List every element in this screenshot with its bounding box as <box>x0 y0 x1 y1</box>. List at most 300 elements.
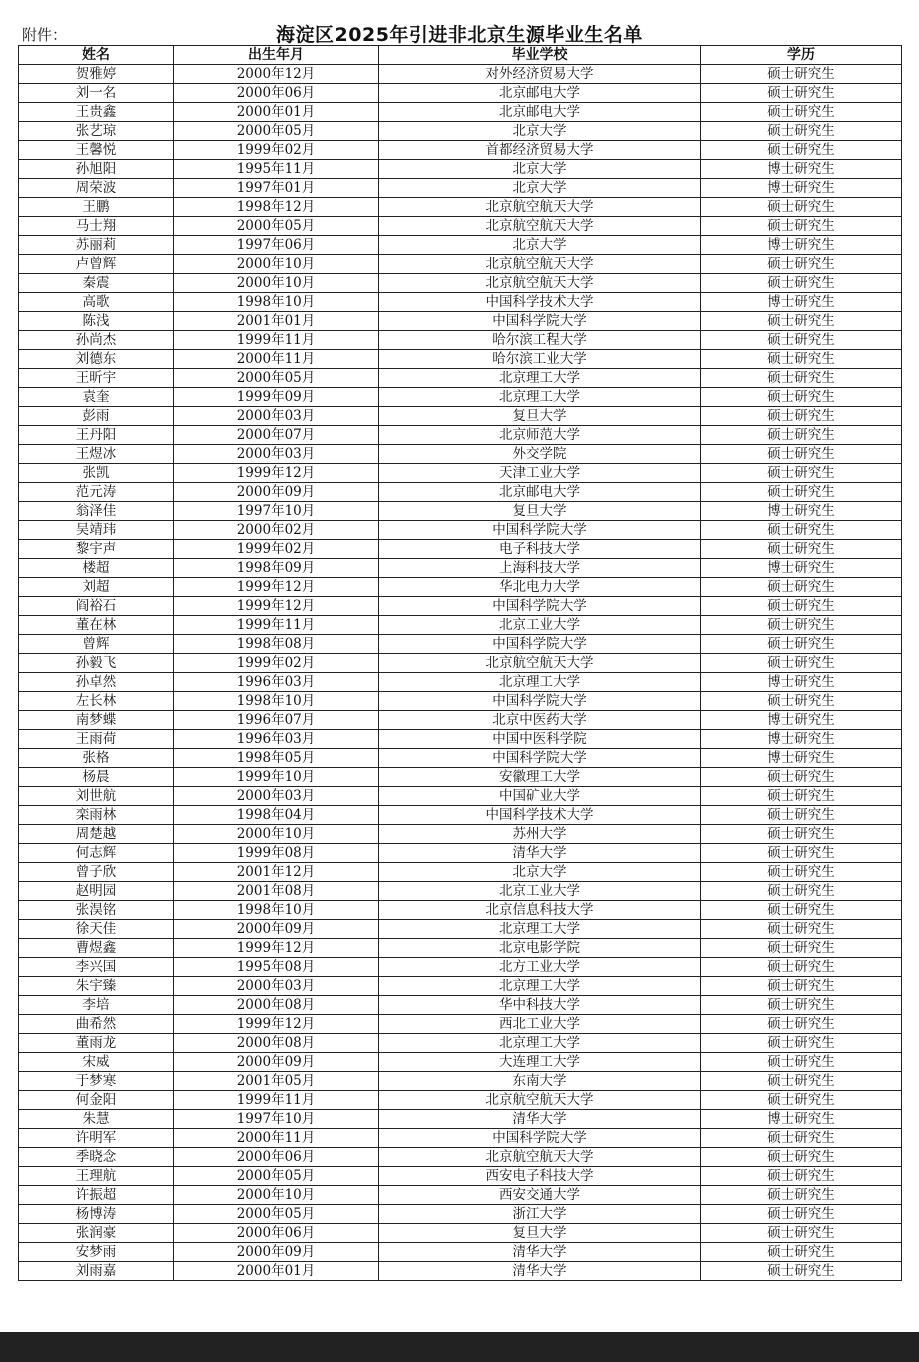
cell-birth-date: 2000年08月 <box>174 1034 379 1053</box>
cell-degree: 硕士研究生 <box>701 1129 902 1148</box>
cell-degree: 硕士研究生 <box>701 331 902 350</box>
cell-school: 中国科学院大学 <box>379 597 701 616</box>
cell-birth-date: 1995年08月 <box>174 958 379 977</box>
cell-degree: 博士研究生 <box>701 502 902 521</box>
table-row <box>19 84 902 103</box>
cell-name: 张格 <box>19 749 174 768</box>
cell-school: 北京邮电大学 <box>379 84 701 103</box>
cell-school: 华北电力大学 <box>379 578 701 597</box>
table-row <box>19 1205 902 1224</box>
cell-birth-date: 2000年05月 <box>174 217 379 236</box>
cell-degree: 博士研究生 <box>701 673 902 692</box>
table-body <box>19 65 902 1281</box>
table-row <box>19 1262 902 1281</box>
cell-school: 北京大学 <box>379 236 701 255</box>
cell-name: 袁奎 <box>19 388 174 407</box>
table-row <box>19 407 902 426</box>
header-birth-date: 出生年月 <box>174 46 379 65</box>
cell-degree: 硕士研究生 <box>701 274 902 293</box>
cell-degree: 硕士研究生 <box>701 103 902 122</box>
cell-degree: 硕士研究生 <box>701 977 902 996</box>
cell-degree: 硕士研究生 <box>701 597 902 616</box>
cell-name: 于梦寒 <box>19 1072 174 1091</box>
cell-birth-date: 1996年03月 <box>174 673 379 692</box>
cell-birth-date: 2000年09月 <box>174 920 379 939</box>
cell-birth-date: 1997年10月 <box>174 502 379 521</box>
table-row <box>19 635 902 654</box>
cell-name: 阎裕石 <box>19 597 174 616</box>
cell-birth-date: 2000年06月 <box>174 1224 379 1243</box>
cell-degree: 硕士研究生 <box>701 1053 902 1072</box>
cell-school: 北京邮电大学 <box>379 483 701 502</box>
cell-school: 北京理工大学 <box>379 388 701 407</box>
cell-school: 电子科技大学 <box>379 540 701 559</box>
cell-name: 张淏铭 <box>19 901 174 920</box>
cell-degree: 硕士研究生 <box>701 996 902 1015</box>
cell-degree: 硕士研究生 <box>701 787 902 806</box>
cell-birth-date: 1999年12月 <box>174 578 379 597</box>
cell-degree: 博士研究生 <box>701 559 902 578</box>
cell-name: 刘世航 <box>19 787 174 806</box>
table-row <box>19 502 902 521</box>
cell-name: 左长林 <box>19 692 174 711</box>
cell-birth-date: 2000年05月 <box>174 369 379 388</box>
cell-birth-date: 1998年10月 <box>174 692 379 711</box>
cell-school: 北京大学 <box>379 160 701 179</box>
cell-degree: 硕士研究生 <box>701 141 902 160</box>
cell-name: 陈浅 <box>19 312 174 331</box>
cell-degree: 硕士研究生 <box>701 1167 902 1186</box>
cell-name: 许振超 <box>19 1186 174 1205</box>
attachment-label: 附件： <box>22 26 68 44</box>
table-row <box>19 445 902 464</box>
table-row <box>19 540 902 559</box>
table-row <box>19 958 902 977</box>
cell-birth-date: 2000年09月 <box>174 483 379 502</box>
cell-school: 北京大学 <box>379 179 701 198</box>
cell-degree: 硕士研究生 <box>701 882 902 901</box>
table-row <box>19 236 902 255</box>
cell-school: 中国科学院大学 <box>379 521 701 540</box>
cell-school: 北京航空航天大学 <box>379 1148 701 1167</box>
cell-birth-date: 2000年03月 <box>174 787 379 806</box>
table-row <box>19 1091 902 1110</box>
cell-name: 杨晨 <box>19 768 174 787</box>
table-row <box>19 1053 902 1072</box>
cell-birth-date: 1998年05月 <box>174 749 379 768</box>
cell-name: 王雨荷 <box>19 730 174 749</box>
cell-name: 杨博涛 <box>19 1205 174 1224</box>
table-row <box>19 844 902 863</box>
cell-school: 苏州大学 <box>379 825 701 844</box>
table-row <box>19 274 902 293</box>
cell-birth-date: 1999年10月 <box>174 768 379 787</box>
cell-school: 北京航空航天大学 <box>379 1091 701 1110</box>
cell-birth-date: 1997年10月 <box>174 1110 379 1129</box>
cell-school: 东南大学 <box>379 1072 701 1091</box>
cell-birth-date: 2000年09月 <box>174 1053 379 1072</box>
cell-name: 李兴国 <box>19 958 174 977</box>
cell-birth-date: 1999年12月 <box>174 464 379 483</box>
table-row <box>19 388 902 407</box>
cell-school: 中国科学院大学 <box>379 312 701 331</box>
cell-school: 复旦大学 <box>379 1224 701 1243</box>
cell-school: 外交学院 <box>379 445 701 464</box>
table-row <box>19 597 902 616</box>
cell-birth-date: 2000年05月 <box>174 1167 379 1186</box>
table-row <box>19 787 902 806</box>
cell-name: 南梦蝶 <box>19 711 174 730</box>
header-degree: 学历 <box>701 46 902 65</box>
cell-degree: 硕士研究生 <box>701 369 902 388</box>
cell-school: 中国科学院大学 <box>379 635 701 654</box>
cell-birth-date: 2000年05月 <box>174 1205 379 1224</box>
cell-birth-date: 2000年09月 <box>174 1243 379 1262</box>
table-row <box>19 312 902 331</box>
cell-name: 宋威 <box>19 1053 174 1072</box>
cell-school: 中国中医科学院 <box>379 730 701 749</box>
cell-name: 秦震 <box>19 274 174 293</box>
cell-name: 翁泽佳 <box>19 502 174 521</box>
cell-school: 北京理工大学 <box>379 369 701 388</box>
cell-degree: 硕士研究生 <box>701 901 902 920</box>
cell-birth-date: 2000年11月 <box>174 1129 379 1148</box>
cell-school: 北京航空航天大学 <box>379 255 701 274</box>
cell-birth-date: 1998年10月 <box>174 293 379 312</box>
table-row <box>19 901 902 920</box>
cell-school: 中国科学技术大学 <box>379 293 701 312</box>
cell-degree: 博士研究生 <box>701 160 902 179</box>
cell-name: 刘超 <box>19 578 174 597</box>
cell-name: 楼超 <box>19 559 174 578</box>
cell-degree: 硕士研究生 <box>701 1015 902 1034</box>
cell-degree: 硕士研究生 <box>701 939 902 958</box>
table-row <box>19 1167 902 1186</box>
cell-degree: 博士研究生 <box>701 293 902 312</box>
cell-birth-date: 1999年11月 <box>174 616 379 635</box>
cell-school: 上海科技大学 <box>379 559 701 578</box>
cell-school: 清华大学 <box>379 1243 701 1262</box>
cell-degree: 博士研究生 <box>701 711 902 730</box>
graduates-table <box>18 45 902 1281</box>
cell-birth-date: 1998年04月 <box>174 806 379 825</box>
cell-degree: 硕士研究生 <box>701 426 902 445</box>
cell-name: 王馨悦 <box>19 141 174 160</box>
cell-degree: 硕士研究生 <box>701 198 902 217</box>
cell-name: 刘雨嘉 <box>19 1262 174 1281</box>
table-row <box>19 863 902 882</box>
cell-birth-date: 1999年02月 <box>174 540 379 559</box>
cell-birth-date: 2000年10月 <box>174 1186 379 1205</box>
table-row <box>19 1148 902 1167</box>
cell-degree: 博士研究生 <box>701 1110 902 1129</box>
cell-name: 刘一名 <box>19 84 174 103</box>
cell-degree: 硕士研究生 <box>701 255 902 274</box>
cell-degree: 博士研究生 <box>701 749 902 768</box>
cell-name: 黎宇声 <box>19 540 174 559</box>
cell-birth-date: 1998年08月 <box>174 635 379 654</box>
table-row <box>19 350 902 369</box>
cell-name: 王昕宇 <box>19 369 174 388</box>
cell-degree: 硕士研究生 <box>701 844 902 863</box>
cell-birth-date: 1999年09月 <box>174 388 379 407</box>
cell-name: 徐天佳 <box>19 920 174 939</box>
cell-name: 赵明园 <box>19 882 174 901</box>
cell-birth-date: 1999年12月 <box>174 939 379 958</box>
cell-degree: 硕士研究生 <box>701 1205 902 1224</box>
table-row <box>19 559 902 578</box>
cell-degree: 硕士研究生 <box>701 958 902 977</box>
table-row <box>19 996 902 1015</box>
cell-birth-date: 2000年03月 <box>174 407 379 426</box>
cell-degree: 博士研究生 <box>701 730 902 749</box>
cell-degree: 硕士研究生 <box>701 863 902 882</box>
header-name: 姓名 <box>19 46 174 65</box>
cell-name: 刘德东 <box>19 350 174 369</box>
cell-name: 高歌 <box>19 293 174 312</box>
cell-name: 张凯 <box>19 464 174 483</box>
cell-school: 中国科学院大学 <box>379 692 701 711</box>
cell-birth-date: 1999年12月 <box>174 1015 379 1034</box>
cell-birth-date: 2000年05月 <box>174 122 379 141</box>
cell-birth-date: 2000年10月 <box>174 255 379 274</box>
cell-name: 孙旭阳 <box>19 160 174 179</box>
cell-birth-date: 2001年12月 <box>174 863 379 882</box>
cell-school: 首都经济贸易大学 <box>379 141 701 160</box>
cell-birth-date: 2000年12月 <box>174 65 379 84</box>
cell-degree: 硕士研究生 <box>701 1072 902 1091</box>
cell-degree: 硕士研究生 <box>701 65 902 84</box>
table-row <box>19 122 902 141</box>
cell-birth-date: 1999年11月 <box>174 331 379 350</box>
bottom-bar <box>0 1332 919 1362</box>
cell-school: 清华大学 <box>379 1262 701 1281</box>
table-row <box>19 654 902 673</box>
cell-birth-date: 2001年01月 <box>174 312 379 331</box>
table-row <box>19 103 902 122</box>
cell-birth-date: 1995年11月 <box>174 160 379 179</box>
table-row <box>19 730 902 749</box>
cell-birth-date: 2000年06月 <box>174 84 379 103</box>
table-row <box>19 426 902 445</box>
cell-degree: 硕士研究生 <box>701 578 902 597</box>
table-row <box>19 616 902 635</box>
cell-name: 董雨龙 <box>19 1034 174 1053</box>
cell-name: 孙毅飞 <box>19 654 174 673</box>
cell-birth-date: 2000年07月 <box>174 426 379 445</box>
cell-birth-date: 2001年08月 <box>174 882 379 901</box>
table-row <box>19 768 902 787</box>
cell-name: 孙卓然 <box>19 673 174 692</box>
cell-name: 何志辉 <box>19 844 174 863</box>
cell-name: 孙尚杰 <box>19 331 174 350</box>
cell-school: 对外经济贸易大学 <box>379 65 701 84</box>
cell-name: 安梦雨 <box>19 1243 174 1262</box>
table-row <box>19 464 902 483</box>
cell-name: 许明军 <box>19 1129 174 1148</box>
cell-birth-date: 1998年12月 <box>174 198 379 217</box>
cell-degree: 硕士研究生 <box>701 1262 902 1281</box>
table-row <box>19 673 902 692</box>
cell-birth-date: 1997年06月 <box>174 236 379 255</box>
cell-name: 卢曾辉 <box>19 255 174 274</box>
table-row <box>19 749 902 768</box>
cell-school: 浙江大学 <box>379 1205 701 1224</box>
table-row <box>19 483 902 502</box>
cell-degree: 硕士研究生 <box>701 768 902 787</box>
cell-birth-date: 1998年10月 <box>174 901 379 920</box>
cell-name: 马士翔 <box>19 217 174 236</box>
cell-birth-date: 1999年11月 <box>174 1091 379 1110</box>
cell-school: 西北工业大学 <box>379 1015 701 1034</box>
cell-name: 周荣波 <box>19 179 174 198</box>
cell-school: 北京中医药大学 <box>379 711 701 730</box>
cell-degree: 硕士研究生 <box>701 635 902 654</box>
table-row <box>19 939 902 958</box>
cell-degree: 硕士研究生 <box>701 521 902 540</box>
cell-name: 朱宇臻 <box>19 977 174 996</box>
cell-school: 哈尔滨工程大学 <box>379 331 701 350</box>
table-row <box>19 1224 902 1243</box>
table-row <box>19 198 902 217</box>
cell-degree: 硕士研究生 <box>701 806 902 825</box>
cell-name: 曾辉 <box>19 635 174 654</box>
cell-birth-date: 2000年03月 <box>174 977 379 996</box>
cell-name: 王鹏 <box>19 198 174 217</box>
cell-degree: 硕士研究生 <box>701 122 902 141</box>
cell-school: 复旦大学 <box>379 502 701 521</box>
cell-school: 北京大学 <box>379 863 701 882</box>
cell-degree: 硕士研究生 <box>701 692 902 711</box>
cell-school: 北方工业大学 <box>379 958 701 977</box>
cell-school: 北京师范大学 <box>379 426 701 445</box>
cell-degree: 硕士研究生 <box>701 84 902 103</box>
cell-degree: 硕士研究生 <box>701 483 902 502</box>
cell-school: 北京理工大学 <box>379 673 701 692</box>
table-row <box>19 179 902 198</box>
cell-school: 北京工业大学 <box>379 882 701 901</box>
cell-school: 北京理工大学 <box>379 977 701 996</box>
cell-birth-date: 2000年06月 <box>174 1148 379 1167</box>
document-title: 海淀区2025年引进非北京生源毕业生名单 <box>276 24 643 46</box>
cell-school: 哈尔滨工业大学 <box>379 350 701 369</box>
cell-school: 北京信息科技大学 <box>379 901 701 920</box>
table-row <box>19 521 902 540</box>
cell-name: 范元涛 <box>19 483 174 502</box>
cell-school: 北京航空航天大学 <box>379 274 701 293</box>
table-row <box>19 711 902 730</box>
cell-birth-date: 2001年05月 <box>174 1072 379 1091</box>
table-row <box>19 1186 902 1205</box>
cell-name: 王煜冰 <box>19 445 174 464</box>
cell-degree: 硕士研究生 <box>701 540 902 559</box>
cell-name: 曲希然 <box>19 1015 174 1034</box>
table-row <box>19 578 902 597</box>
cell-name: 王贵鑫 <box>19 103 174 122</box>
cell-name: 李培 <box>19 996 174 1015</box>
cell-name: 朱慧 <box>19 1110 174 1129</box>
header-school: 毕业学校 <box>379 46 701 65</box>
table-row <box>19 331 902 350</box>
cell-name: 王丹阳 <box>19 426 174 445</box>
cell-degree: 硕士研究生 <box>701 1243 902 1262</box>
cell-birth-date: 2000年02月 <box>174 521 379 540</box>
cell-birth-date: 2000年10月 <box>174 274 379 293</box>
table-row <box>19 692 902 711</box>
table-row <box>19 920 902 939</box>
cell-school: 西安电子科技大学 <box>379 1167 701 1186</box>
cell-degree: 硕士研究生 <box>701 920 902 939</box>
cell-school: 复旦大学 <box>379 407 701 426</box>
cell-birth-date: 2000年08月 <box>174 996 379 1015</box>
cell-name: 张艺琼 <box>19 122 174 141</box>
cell-school: 北京邮电大学 <box>379 103 701 122</box>
cell-school: 北京航空航天大学 <box>379 654 701 673</box>
cell-name: 栾雨林 <box>19 806 174 825</box>
cell-birth-date: 1997年01月 <box>174 179 379 198</box>
cell-school: 天津工业大学 <box>379 464 701 483</box>
cell-name: 周楚越 <box>19 825 174 844</box>
cell-birth-date: 1998年09月 <box>174 559 379 578</box>
cell-degree: 博士研究生 <box>701 179 902 198</box>
table-row <box>19 1110 902 1129</box>
cell-degree: 硕士研究生 <box>701 616 902 635</box>
table-row <box>19 65 902 84</box>
cell-school: 清华大学 <box>379 1110 701 1129</box>
cell-degree: 硕士研究生 <box>701 217 902 236</box>
table-header-row <box>19 46 902 65</box>
cell-degree: 硕士研究生 <box>701 1091 902 1110</box>
cell-degree: 硕士研究生 <box>701 1224 902 1243</box>
cell-degree: 硕士研究生 <box>701 1034 902 1053</box>
cell-school: 中国科学院大学 <box>379 749 701 768</box>
cell-name: 贺雅婷 <box>19 65 174 84</box>
table-row <box>19 1015 902 1034</box>
cell-school: 清华大学 <box>379 844 701 863</box>
cell-degree: 硕士研究生 <box>701 464 902 483</box>
table-row <box>19 825 902 844</box>
table-row <box>19 160 902 179</box>
cell-name: 何金阳 <box>19 1091 174 1110</box>
cell-school: 北京航空航天大学 <box>379 198 701 217</box>
cell-name: 彭雨 <box>19 407 174 426</box>
cell-name: 曹煜鑫 <box>19 939 174 958</box>
cell-birth-date: 2000年10月 <box>174 825 379 844</box>
table-row <box>19 1034 902 1053</box>
table-row <box>19 882 902 901</box>
cell-degree: 硕士研究生 <box>701 1186 902 1205</box>
cell-school: 北京航空航天大学 <box>379 217 701 236</box>
cell-school: 西安交通大学 <box>379 1186 701 1205</box>
cell-school: 北京理工大学 <box>379 920 701 939</box>
table-row <box>19 369 902 388</box>
cell-name: 王理航 <box>19 1167 174 1186</box>
cell-birth-date: 2000年11月 <box>174 350 379 369</box>
cell-school: 北京电影学院 <box>379 939 701 958</box>
cell-degree: 硕士研究生 <box>701 654 902 673</box>
cell-name: 苏丽莉 <box>19 236 174 255</box>
cell-name: 张润豪 <box>19 1224 174 1243</box>
cell-birth-date: 1999年08月 <box>174 844 379 863</box>
cell-name: 季晓念 <box>19 1148 174 1167</box>
cell-degree: 硕士研究生 <box>701 407 902 426</box>
cell-birth-date: 1999年02月 <box>174 654 379 673</box>
table-row <box>19 141 902 160</box>
cell-school: 中国科学技术大学 <box>379 806 701 825</box>
table-row <box>19 217 902 236</box>
cell-school: 北京理工大学 <box>379 1034 701 1053</box>
cell-degree: 硕士研究生 <box>701 1148 902 1167</box>
